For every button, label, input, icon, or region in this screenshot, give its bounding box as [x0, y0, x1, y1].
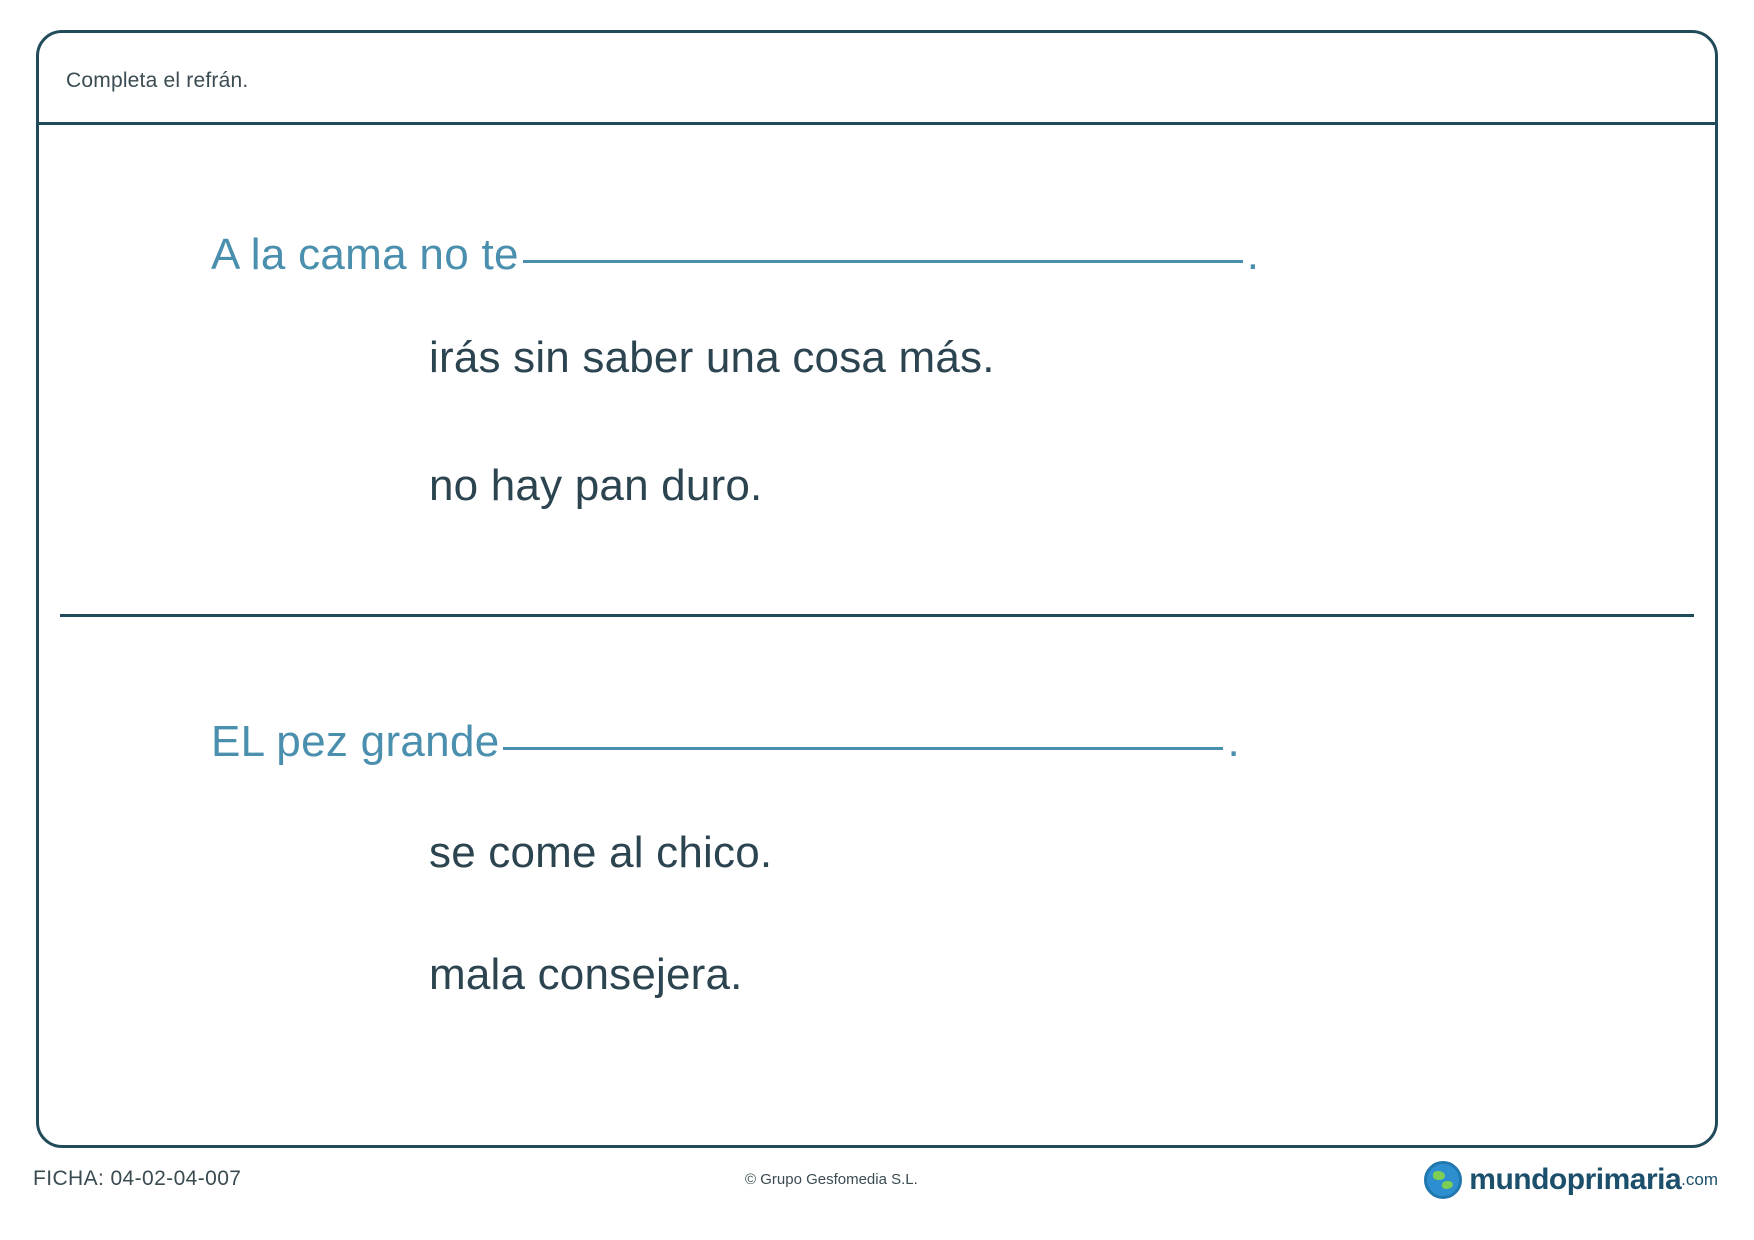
worksheet-footer — [0, 1155, 1754, 1215]
ficha-code: FICHA: 04-02-04-007 — [33, 1167, 242, 1190]
section-divider — [60, 614, 1694, 617]
instruction-text: Completa el refrán. — [66, 69, 249, 92]
worksheet-sheet — [36, 30, 1718, 1148]
exercise-prompt-2 — [211, 717, 1240, 767]
copyright-text: © Grupo Gesfomedia S.L. — [745, 1171, 918, 1188]
worksheet-body — [39, 125, 1715, 1148]
worksheet-header — [39, 33, 1715, 125]
logo-name: mundoprimaria — [1469, 1163, 1682, 1196]
globe-icon — [1424, 1161, 1462, 1199]
answer-blank-1[interactable] — [523, 259, 1243, 263]
answer-blank-2[interactable] — [503, 746, 1223, 750]
exercise-block-2 — [39, 620, 1715, 1140]
prompt-period-2: . — [1227, 717, 1241, 766]
prompt-period-1: . — [1246, 230, 1260, 279]
option-1-a[interactable]: irás sin saber una cosa más. — [429, 333, 995, 382]
option-2-b[interactable]: mala consejera. — [429, 950, 743, 999]
prompt-text-2: EL pez grande — [211, 717, 500, 766]
option-2-a[interactable]: se come al chico. — [429, 828, 773, 877]
exercise-prompt-1 — [211, 230, 1259, 280]
logo-tld: .com — [1681, 1170, 1718, 1189]
option-1-b[interactable]: no hay pan duro. — [429, 461, 763, 510]
mundoprimaria-logo[interactable] — [1424, 1159, 1718, 1201]
exercise-block-1 — [39, 125, 1715, 614]
prompt-text-1: A la cama no te — [211, 230, 519, 279]
